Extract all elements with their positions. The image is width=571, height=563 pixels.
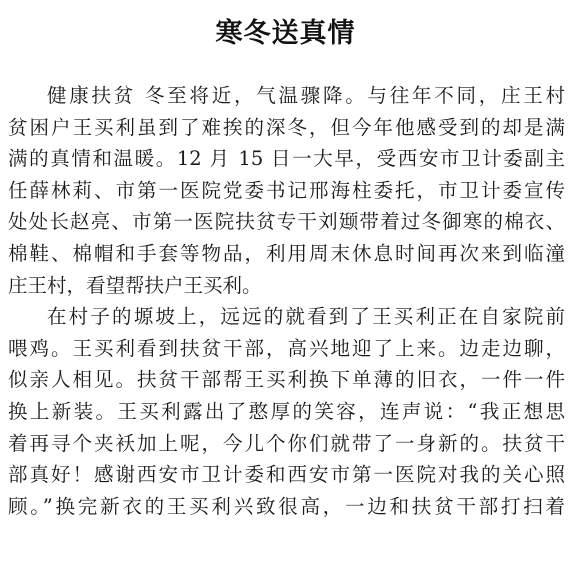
paragraph-1 <box>8 80 565 301</box>
paragraph-line: 似亲人相见。扶贫干部帮王买利换下单薄的旧衣，一件一件 <box>8 368 565 392</box>
paragraph-line: 着再寻个夹袄加上呢，今儿个你们就带了一身新的。扶贫干 <box>8 431 565 455</box>
paragraph-line: 满的真情和温暖。12 月 15 日一大早，受西安市卫计委副主 <box>8 147 565 171</box>
paragraph-line: 顾。”换完新衣的王买利兴致很高，一边和扶贫干部打扫着 <box>8 494 565 518</box>
paragraph-line: 任薛林莉、市第一医院党委书记邢海柱委托，市卫计委宣传 <box>8 178 565 202</box>
article-body <box>8 80 565 522</box>
paragraph-line: 喂鸡。王买利看到扶贫干部，高兴地迎了上来。边走边聊， <box>8 336 565 360</box>
paragraph-line: 在村子的塬坡上，远远的就看到了王买利正在自家院前 <box>47 305 565 329</box>
paragraph-line: 处处长赵亮、市第一医院扶贫专干刘颋带着过冬御寒的棉衣、 <box>8 210 565 234</box>
paragraph-line: 庄王村，看望帮扶户王买利。 <box>8 273 262 297</box>
paragraph-line: 换上新装。王买利露出了憨厚的笑容，连声说：“我正想思 <box>8 399 565 423</box>
paragraph-line: 贫困户王买利虽到了难挨的深冬，但今年他感受到的却是满 <box>8 115 565 139</box>
article-title: 寒冬送真情 <box>215 18 356 49</box>
paragraph-line: 部真好！感谢西安市卫计委和西安市第一医院对我的关心照 <box>8 463 565 487</box>
paragraph-line: 棉鞋、棉帽和手套等物品，利用周末休息时间再次来到临潼 <box>8 241 565 265</box>
paragraph-2 <box>8 301 565 522</box>
paragraph-line: 健康扶贫 冬至将近，气温骤降。与往年不同，庄王村 <box>47 84 565 107</box>
